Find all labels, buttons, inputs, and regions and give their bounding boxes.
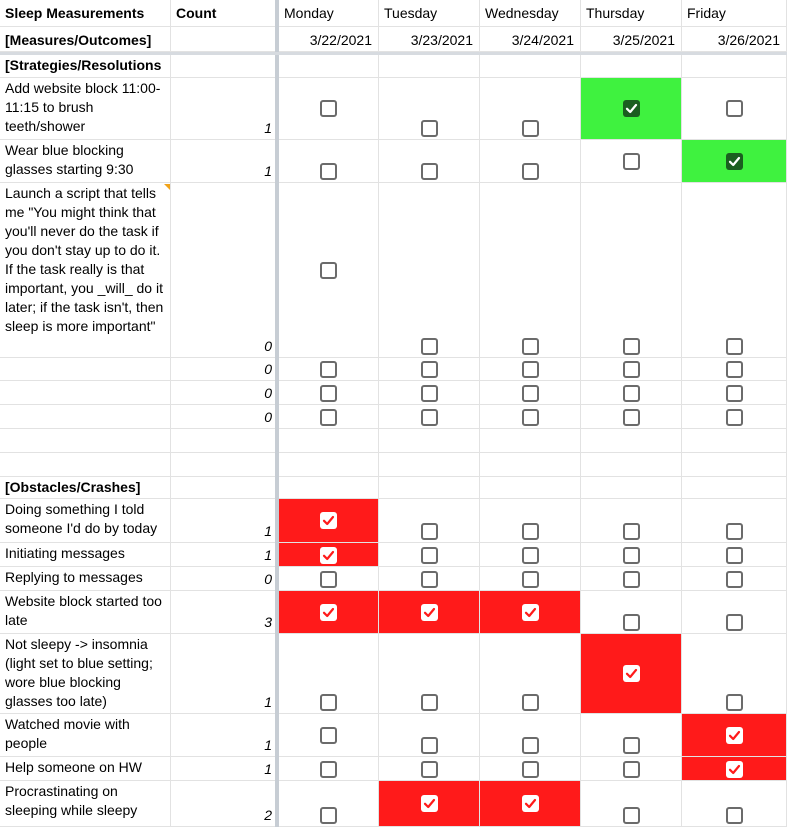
measures-header[interactable] bbox=[0, 27, 171, 52]
day-header-text: Tuesday bbox=[384, 5, 438, 21]
obstacle-label[interactable] bbox=[0, 499, 171, 543]
strategy-check-cell bbox=[682, 405, 787, 429]
date-header-text: 3/23/2021 bbox=[410, 32, 473, 48]
obstacle-count[interactable] bbox=[171, 757, 279, 781]
strategy-check-cell bbox=[682, 140, 787, 183]
section-blank-cell[interactable] bbox=[279, 55, 379, 78]
checkmark-icon bbox=[423, 606, 436, 619]
obstacle-check-cell bbox=[379, 757, 480, 781]
strategy-check-cell bbox=[581, 140, 682, 183]
date-header[interactable] bbox=[379, 27, 480, 52]
obstacle-label[interactable] bbox=[0, 714, 171, 757]
checkbox-unchecked[interactable] bbox=[320, 163, 337, 180]
strategy-count[interactable] bbox=[171, 78, 279, 140]
frozen-column-divider[interactable] bbox=[275, 0, 279, 827]
checkbox-unchecked[interactable] bbox=[320, 727, 337, 744]
obstacle-check-cell bbox=[682, 757, 787, 781]
checkbox-unchecked[interactable] bbox=[726, 523, 743, 540]
strategy-check-cell bbox=[379, 358, 480, 381]
obstacle-count-text: 1 bbox=[264, 523, 272, 539]
strategy-check-cell bbox=[581, 183, 682, 358]
checkbox-unchecked[interactable] bbox=[522, 409, 539, 426]
obstacle-check-cell bbox=[480, 499, 581, 543]
obstacle-check-cell bbox=[480, 757, 581, 781]
checkbox-unchecked[interactable] bbox=[320, 694, 337, 711]
section-blank-cell[interactable] bbox=[171, 55, 279, 78]
day-header-text: Thursday bbox=[586, 5, 645, 21]
obstacle-check-cell bbox=[682, 567, 787, 591]
day-header[interactable] bbox=[279, 0, 379, 27]
obstacle-check-cell bbox=[480, 567, 581, 591]
blank-row-cell[interactable] bbox=[171, 453, 279, 477]
obstacle-count[interactable] bbox=[171, 499, 279, 543]
strategy-label-text: Launch a script that tells me "You might think that you'll never do the task if you don't stay up to do it. If the task really is that important, you _will_ do it later; if the task isn't, then sleep is more important" bbox=[5, 185, 164, 334]
obstacle-label-text: Website block started too late bbox=[5, 593, 162, 628]
blank-row-cell[interactable] bbox=[0, 429, 171, 453]
obstacle-count[interactable] bbox=[171, 591, 279, 634]
checkbox-unchecked[interactable] bbox=[522, 163, 539, 180]
obstacle-check-cell bbox=[279, 714, 379, 757]
sheet-title[interactable] bbox=[0, 0, 171, 27]
blank-row-cell[interactable] bbox=[480, 453, 581, 477]
obstacle-check-cell bbox=[379, 543, 480, 567]
obstacle-check-cell bbox=[480, 591, 581, 634]
strategy-label-text: Add website block 11:00-11:15 to brush teeth/shower bbox=[5, 80, 161, 134]
checkbox-checked[interactable] bbox=[522, 795, 539, 812]
checkmark-icon bbox=[625, 102, 638, 115]
obstacle-check-cell bbox=[480, 543, 581, 567]
obstacle-check-cell bbox=[480, 634, 581, 714]
checkbox-unchecked[interactable] bbox=[421, 523, 438, 540]
strategy-label[interactable] bbox=[0, 358, 171, 381]
strategies-section-label[interactable] bbox=[0, 55, 171, 78]
obstacle-label-text: Not sleepy -> insomnia (light set to blue setting; wore blue blocking glasses too late) bbox=[5, 636, 153, 709]
frozen-row-divider[interactable] bbox=[0, 52, 787, 55]
checkbox-checked[interactable] bbox=[421, 795, 438, 812]
strategy-check-cell bbox=[279, 140, 379, 183]
checkmark-icon bbox=[322, 549, 335, 562]
section-blank-cell[interactable] bbox=[171, 477, 279, 499]
section-blank-cell[interactable] bbox=[581, 477, 682, 499]
checkbox-unchecked[interactable] bbox=[726, 694, 743, 711]
checkbox-checked[interactable] bbox=[726, 727, 743, 744]
checkbox-unchecked[interactable] bbox=[726, 571, 743, 588]
section-blank-cell[interactable] bbox=[480, 55, 581, 78]
obstacle-label[interactable] bbox=[0, 567, 171, 591]
obstacle-check-cell bbox=[279, 781, 379, 827]
obstacle-check-cell bbox=[581, 499, 682, 543]
date-header[interactable] bbox=[682, 27, 787, 52]
strategy-count-text: 0 bbox=[264, 361, 272, 377]
checkmark-icon bbox=[625, 667, 638, 680]
checkbox-unchecked[interactable] bbox=[522, 737, 539, 754]
date-header-text: 3/26/2021 bbox=[717, 32, 780, 48]
strategy-count[interactable] bbox=[171, 358, 279, 381]
obstacle-check-cell bbox=[279, 591, 379, 634]
obstacle-count-text: 1 bbox=[264, 737, 272, 753]
checkbox-checked[interactable] bbox=[623, 665, 640, 682]
obstacle-check-cell bbox=[581, 714, 682, 757]
checkbox-unchecked[interactable] bbox=[623, 571, 640, 588]
checkbox-unchecked[interactable] bbox=[726, 100, 743, 117]
strategy-check-cell bbox=[379, 405, 480, 429]
section-blank-cell[interactable] bbox=[581, 55, 682, 78]
checkmark-icon bbox=[322, 606, 335, 619]
obstacles-section-label-text: [Obstacles/Crashes] bbox=[5, 479, 141, 495]
section-blank-cell[interactable] bbox=[279, 477, 379, 499]
obstacle-check-cell bbox=[279, 567, 379, 591]
strategy-label[interactable] bbox=[0, 183, 171, 358]
obstacle-check-cell bbox=[581, 543, 682, 567]
count-header-text: Count bbox=[176, 5, 217, 21]
obstacle-count-text: 3 bbox=[264, 614, 272, 630]
obstacle-check-cell bbox=[279, 634, 379, 714]
checkbox-unchecked[interactable] bbox=[623, 385, 640, 402]
checkbox-unchecked[interactable] bbox=[623, 523, 640, 540]
strategy-check-cell bbox=[581, 381, 682, 405]
section-blank-cell[interactable] bbox=[480, 477, 581, 499]
checkbox-unchecked[interactable] bbox=[320, 262, 337, 279]
obstacle-check-cell bbox=[581, 634, 682, 714]
checkmark-icon bbox=[728, 155, 741, 168]
strategy-count[interactable] bbox=[171, 140, 279, 183]
obstacle-check-cell bbox=[581, 591, 682, 634]
strategy-check-cell bbox=[379, 381, 480, 405]
obstacle-count-text: 0 bbox=[264, 571, 272, 587]
date-header-text: 3/25/2021 bbox=[612, 32, 675, 48]
checkmark-icon bbox=[322, 514, 335, 527]
checkbox-unchecked[interactable] bbox=[623, 737, 640, 754]
strategy-count-text: 1 bbox=[264, 120, 272, 136]
checkbox-unchecked[interactable] bbox=[623, 338, 640, 355]
strategy-count-text: 0 bbox=[264, 338, 272, 354]
day-header[interactable] bbox=[682, 0, 787, 27]
obstacle-check-cell bbox=[682, 714, 787, 757]
checkbox-unchecked[interactable] bbox=[421, 571, 438, 588]
checkbox-unchecked[interactable] bbox=[522, 120, 539, 137]
checkbox-unchecked[interactable] bbox=[522, 523, 539, 540]
obstacle-count-text: 2 bbox=[264, 807, 272, 823]
obstacle-label[interactable] bbox=[0, 757, 171, 781]
obstacle-count[interactable] bbox=[171, 543, 279, 567]
checkmark-icon bbox=[728, 763, 741, 776]
checkbox-unchecked[interactable] bbox=[522, 694, 539, 711]
day-header-text: Wednesday bbox=[485, 5, 559, 21]
obstacle-count-text: 1 bbox=[264, 547, 272, 563]
date-header-text: 3/24/2021 bbox=[511, 32, 574, 48]
strategy-check-cell bbox=[379, 140, 480, 183]
strategy-check-cell bbox=[379, 183, 480, 358]
checkbox-checked[interactable] bbox=[726, 761, 743, 778]
obstacle-count-text: 1 bbox=[264, 694, 272, 710]
strategy-check-cell bbox=[279, 183, 379, 358]
obstacle-check-cell bbox=[480, 714, 581, 757]
checkbox-checked[interactable] bbox=[726, 153, 743, 170]
checkbox-checked[interactable] bbox=[421, 604, 438, 621]
strategy-check-cell bbox=[480, 358, 581, 381]
section-blank-cell[interactable] bbox=[682, 477, 787, 499]
checkbox-unchecked[interactable] bbox=[522, 385, 539, 402]
checkbox-unchecked[interactable] bbox=[320, 385, 337, 402]
checkbox-unchecked[interactable] bbox=[623, 409, 640, 426]
obstacles-section-label[interactable] bbox=[0, 477, 171, 499]
obstacle-check-cell bbox=[682, 591, 787, 634]
strategy-check-cell bbox=[379, 78, 480, 140]
blank-row-cell[interactable] bbox=[279, 453, 379, 477]
checkbox-unchecked[interactable] bbox=[320, 409, 337, 426]
date-header[interactable] bbox=[480, 27, 581, 52]
checkbox-unchecked[interactable] bbox=[726, 807, 743, 824]
checkbox-unchecked[interactable] bbox=[320, 807, 337, 824]
checkbox-unchecked[interactable] bbox=[726, 547, 743, 564]
blank-row-cell[interactable] bbox=[379, 429, 480, 453]
checkbox-unchecked[interactable] bbox=[522, 547, 539, 564]
strategy-check-cell bbox=[682, 358, 787, 381]
checkbox-checked[interactable] bbox=[320, 547, 337, 564]
strategy-count-text: 0 bbox=[264, 409, 272, 425]
day-header[interactable] bbox=[379, 0, 480, 27]
checkbox-unchecked[interactable] bbox=[623, 807, 640, 824]
checkbox-unchecked[interactable] bbox=[726, 409, 743, 426]
obstacle-check-cell bbox=[581, 781, 682, 827]
checkbox-unchecked[interactable] bbox=[320, 571, 337, 588]
strategy-count[interactable] bbox=[171, 183, 279, 358]
strategies-section-label-text: [Strategies/Resolutions bbox=[5, 57, 162, 73]
day-header[interactable] bbox=[480, 0, 581, 27]
checkbox-unchecked[interactable] bbox=[320, 761, 337, 778]
strategy-count-text: 1 bbox=[264, 163, 272, 179]
obstacle-check-cell bbox=[682, 781, 787, 827]
checkbox-unchecked[interactable] bbox=[320, 100, 337, 117]
blank-row-cell[interactable] bbox=[171, 429, 279, 453]
strategy-check-cell bbox=[581, 405, 682, 429]
strategy-check-cell bbox=[682, 381, 787, 405]
obstacle-check-cell bbox=[279, 543, 379, 567]
obstacle-check-cell bbox=[581, 757, 682, 781]
checkbox-unchecked[interactable] bbox=[623, 614, 640, 631]
checkbox-unchecked[interactable] bbox=[421, 338, 438, 355]
blank-row-cell[interactable] bbox=[581, 429, 682, 453]
sheet-title-text: Sleep Measurements bbox=[5, 5, 145, 21]
date-header[interactable] bbox=[581, 27, 682, 52]
obstacle-label-text: Doing something I told someone I'd do by today bbox=[5, 501, 158, 536]
section-blank-cell[interactable] bbox=[379, 477, 480, 499]
obstacle-check-cell bbox=[379, 781, 480, 827]
obstacle-label[interactable] bbox=[0, 634, 171, 714]
strategy-count[interactable] bbox=[171, 381, 279, 405]
strategy-check-cell bbox=[581, 358, 682, 381]
strategy-label[interactable] bbox=[0, 78, 171, 140]
obstacle-check-cell bbox=[682, 543, 787, 567]
strategy-check-cell bbox=[581, 78, 682, 140]
section-blank-cell[interactable] bbox=[379, 55, 480, 78]
strategy-check-cell bbox=[279, 358, 379, 381]
checkbox-unchecked[interactable] bbox=[320, 361, 337, 378]
measures-header-text: [Measures/Outcomes] bbox=[5, 32, 152, 48]
checkbox-unchecked[interactable] bbox=[522, 361, 539, 378]
strategy-check-cell bbox=[480, 405, 581, 429]
section-blank-cell[interactable] bbox=[682, 55, 787, 78]
checkbox-unchecked[interactable] bbox=[522, 571, 539, 588]
obstacle-check-cell bbox=[480, 781, 581, 827]
checkmark-icon bbox=[524, 606, 537, 619]
obstacle-label-text: Replying to messages bbox=[5, 569, 143, 585]
obstacle-check-cell bbox=[379, 567, 480, 591]
checkbox-unchecked[interactable] bbox=[623, 361, 640, 378]
blank-row-cell[interactable] bbox=[0, 453, 171, 477]
checkbox-unchecked[interactable] bbox=[726, 614, 743, 631]
strategy-check-cell bbox=[682, 78, 787, 140]
day-header[interactable] bbox=[581, 0, 682, 27]
checkbox-unchecked[interactable] bbox=[421, 761, 438, 778]
date-header-text: 3/22/2021 bbox=[309, 32, 372, 48]
checkbox-unchecked[interactable] bbox=[421, 737, 438, 754]
checkbox-unchecked[interactable] bbox=[726, 361, 743, 378]
strategy-label-text: Wear blue blocking glasses starting 9:30 bbox=[5, 142, 134, 177]
checkbox-unchecked[interactable] bbox=[421, 163, 438, 180]
count-header[interactable] bbox=[171, 0, 279, 27]
strategy-label[interactable] bbox=[0, 405, 171, 429]
checkbox-unchecked[interactable] bbox=[623, 761, 640, 778]
strategy-check-cell bbox=[480, 78, 581, 140]
strategy-check-cell bbox=[279, 405, 379, 429]
strategy-check-cell bbox=[480, 183, 581, 358]
checkbox-checked[interactable] bbox=[320, 512, 337, 529]
strategy-check-cell bbox=[480, 381, 581, 405]
checkbox-checked[interactable] bbox=[320, 604, 337, 621]
obstacle-check-cell bbox=[379, 634, 480, 714]
obstacle-count[interactable] bbox=[171, 634, 279, 714]
checkbox-unchecked[interactable] bbox=[623, 153, 640, 170]
blank-row-cell[interactable] bbox=[480, 429, 581, 453]
date-header[interactable] bbox=[279, 27, 379, 52]
blank-row-cell[interactable] bbox=[581, 453, 682, 477]
blank-row-cell[interactable] bbox=[279, 429, 379, 453]
comment-indicator-icon[interactable] bbox=[164, 184, 170, 190]
count-header-blank-cell[interactable] bbox=[171, 27, 279, 52]
strategy-check-cell bbox=[682, 183, 787, 358]
obstacle-label-text: Help someone on HW bbox=[5, 759, 142, 775]
obstacle-label[interactable] bbox=[0, 591, 171, 634]
checkbox-unchecked[interactable] bbox=[421, 409, 438, 426]
blank-row-cell[interactable] bbox=[379, 453, 480, 477]
checkbox-unchecked[interactable] bbox=[726, 385, 743, 402]
obstacle-count[interactable] bbox=[171, 714, 279, 757]
checkbox-checked[interactable] bbox=[623, 100, 640, 117]
day-header-text: Friday bbox=[687, 5, 726, 21]
obstacle-label[interactable] bbox=[0, 781, 171, 827]
strategy-label[interactable] bbox=[0, 381, 171, 405]
strategy-check-cell bbox=[480, 140, 581, 183]
day-header-text: Monday bbox=[284, 5, 334, 21]
obstacle-label-text: Procrastinating on sleeping while sleepy bbox=[5, 783, 138, 818]
checkbox-unchecked[interactable] bbox=[726, 338, 743, 355]
checkbox-unchecked[interactable] bbox=[421, 694, 438, 711]
checkbox-unchecked[interactable] bbox=[421, 547, 438, 564]
strategy-label[interactable] bbox=[0, 140, 171, 183]
checkbox-unchecked[interactable] bbox=[522, 761, 539, 778]
strategy-check-cell bbox=[279, 381, 379, 405]
obstacle-count[interactable] bbox=[171, 781, 279, 827]
checkmark-icon bbox=[728, 729, 741, 742]
strategy-count[interactable] bbox=[171, 405, 279, 429]
checkbox-unchecked[interactable] bbox=[522, 338, 539, 355]
obstacle-label-text: Watched movie with people bbox=[5, 716, 130, 751]
obstacle-check-cell bbox=[682, 499, 787, 543]
checkmark-icon bbox=[423, 797, 436, 810]
blank-row-cell[interactable] bbox=[682, 429, 787, 453]
checkbox-unchecked[interactable] bbox=[623, 547, 640, 564]
checkmark-icon bbox=[524, 797, 537, 810]
obstacle-count-text: 1 bbox=[264, 761, 272, 777]
obstacle-label[interactable] bbox=[0, 543, 171, 567]
obstacle-label-text: Initiating messages bbox=[5, 545, 125, 561]
checkbox-unchecked[interactable] bbox=[421, 120, 438, 137]
obstacle-check-cell bbox=[279, 499, 379, 543]
blank-row-cell[interactable] bbox=[682, 453, 787, 477]
checkbox-unchecked[interactable] bbox=[421, 385, 438, 402]
obstacle-check-cell bbox=[379, 499, 480, 543]
obstacle-check-cell bbox=[279, 757, 379, 781]
obstacle-count[interactable] bbox=[171, 567, 279, 591]
obstacle-check-cell bbox=[379, 714, 480, 757]
strategy-count-text: 0 bbox=[264, 385, 272, 401]
checkbox-unchecked[interactable] bbox=[421, 361, 438, 378]
checkbox-checked[interactable] bbox=[522, 604, 539, 621]
strategy-check-cell bbox=[279, 78, 379, 140]
obstacle-check-cell bbox=[379, 591, 480, 634]
obstacle-check-cell bbox=[682, 634, 787, 714]
obstacle-check-cell bbox=[581, 567, 682, 591]
